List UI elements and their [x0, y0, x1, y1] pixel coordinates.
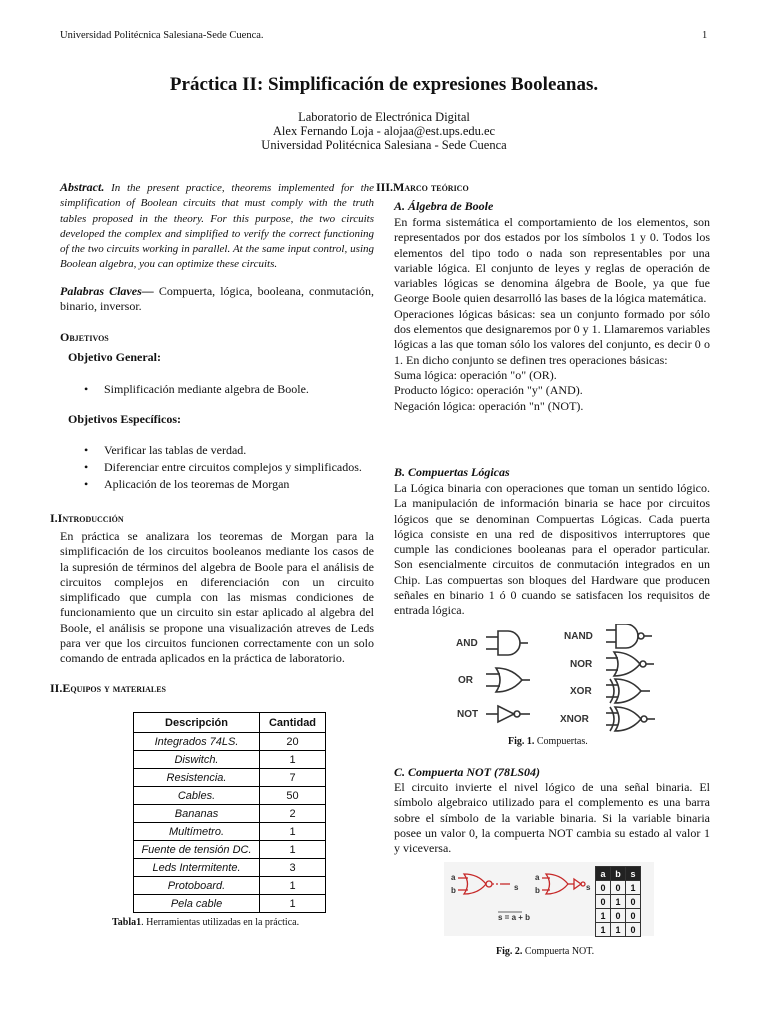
table-row [134, 751, 326, 769]
abstract-text: In the present practice, theorems implemented for the simplification of Boolean circuits that must comply with the truth tables proposed in the theory. For this purpose, the two circuits developed the complex and simplified to verify the correct functioning of the two circuits working in parallel. At the same input control, using Boolean algebra, you can optimize these circuits. [60, 182, 375, 271]
section-a-paragraph: En forma sistemática el comportamiento de los elementos, son representados por dos estados por los símbolos 1 y 0. Todos los elementos del tipo todo o nada son representables por una variable lógica. El conjunto de leyes y reglas de operación de variables lógicas se denomina álgebra de Boole, ya que fue George Boole quien desarrolló las bases de la lógica matemática. [394, 215, 710, 306]
table-cell: Protoboard. [134, 877, 260, 895]
table-cell: 1 [611, 923, 626, 937]
table-row [134, 895, 326, 913]
abstract [60, 180, 374, 273]
table-row [596, 923, 641, 937]
table-cell: 0 [596, 895, 611, 909]
table-row [596, 895, 641, 909]
section-a-text [394, 215, 710, 414]
fig2-caption-label: Fig. 2. [496, 946, 523, 957]
section-b-text: La Lógica binaria con operaciones que toman un sentido lógico. La manipulación de información binaria se hace por circuitos lógicos que se denominan Compuertas Lógicas. Cada puerta lógica consiste en una red de dispositivos interruptores que cumple las condiciones booleanas para el operador particular. Son esencialmente circuitos de conmutación integrados en un Chip. Las compuertas son bloques del Hardware que producen señales en binario 1 ó 0 cuando se satisfacen los requisitos de entrada lógica. [394, 481, 710, 618]
objetivo-general-list [78, 381, 374, 398]
not-gate-icon [486, 706, 530, 722]
output-s-label-2: s [586, 883, 591, 892]
table-row [596, 881, 641, 895]
table-cell: 0 [626, 909, 641, 923]
output-s-label: s [514, 883, 519, 892]
marco-heading-number: III. [376, 180, 394, 194]
table-cell: Fuente de tensión DC. [134, 841, 260, 859]
and-gate-icon [486, 631, 528, 655]
intro-heading-text: Introducción [57, 511, 124, 525]
list-item: • Verificar las tablas de verdad. [78, 442, 378, 459]
gate-label-and: AND [456, 638, 478, 649]
gate-label-xor: XOR [570, 686, 592, 697]
input-a-label-2: a [535, 873, 540, 882]
author-affiliation: Universidad Politécnica Salesiana - Sede Cuenca [261, 138, 507, 152]
table-cell: Diswitch. [134, 751, 260, 769]
list-item: • Aplicación de los teoremas de Morgan [78, 476, 378, 493]
fig1-caption-text: Compuertas. [534, 736, 588, 747]
table-cell: 0 [626, 895, 641, 909]
table-cell: Multímetro. [134, 823, 260, 841]
intro-text: En práctica se analizara los teoremas de Morgan para la simplificación de los circuitos booleanos mediante los casos de la supresión de términos del algebra de Boole para el análisis de circuitos complejos en diferenciación con un circuito simplificado que cumpla con las mismas condiciones de funcionamiento que un circuito sin estar aplicado al algebra del Boole, el análisis se propone una visualización atreves de Leds para ver que los circuitos funcionen correctamente con un solo comando de entrada aplicados en la práctica de laboratorio. [60, 529, 374, 666]
table-cell: 1 [260, 877, 326, 895]
objetivos-especificos-list [78, 442, 378, 493]
table-row [134, 805, 326, 823]
gate-label-nand: NAND [564, 631, 593, 642]
marco-heading [376, 180, 469, 195]
nor-gate-icon [606, 652, 654, 676]
or-gate-icon [486, 668, 530, 692]
page-number: 1 [702, 30, 708, 41]
or-not-gate-icon [542, 874, 585, 894]
table-cell: 1 [596, 923, 611, 937]
table-row [134, 841, 326, 859]
table-row [134, 769, 326, 787]
table-cell: Pela cable [134, 895, 260, 913]
abstract-label: Abstract. [60, 180, 105, 194]
table-cell: 1 [260, 895, 326, 913]
table-cell: 3 [260, 859, 326, 877]
table-row [134, 733, 326, 751]
section-c-heading: C. Compuerta NOT (78LS04) [394, 765, 541, 779]
section-c-text: El circuito invierte el nivel lógico de una señal binaria. El símbolo algebraico utilizado para el complemento es una barra sobre el símbolo de la variable binaria. Si la variable binaria posee un valor 0, la compuerta NOT cambia su estado al valor 1 y viceversa. [394, 780, 710, 856]
table-cell: 1 [260, 841, 326, 859]
gate-label-or: OR [458, 675, 473, 686]
logic-gates-figure [450, 624, 670, 736]
table-cell: 1 [260, 823, 326, 841]
table-header: b [611, 867, 626, 881]
table-cell: 50 [260, 787, 326, 805]
gate-label-not: NOT [457, 709, 479, 720]
input-b-label-2: b [535, 886, 540, 895]
table-cell: 20 [260, 733, 326, 751]
table-cell: 1 [260, 751, 326, 769]
objetivos-heading: Objetivos [60, 330, 109, 344]
intro-heading-number: I. [50, 511, 58, 525]
objetivo-general-heading: Objetivo General: [68, 350, 161, 364]
author-lab: Laboratorio de Electrónica Digital [298, 110, 470, 124]
fig2-caption-text: Compuerta NOT. [522, 946, 595, 957]
equipos-heading-text: Equipos y materiales [62, 681, 166, 695]
nand-gate-icon [606, 624, 652, 648]
keywords-text: Compuerta, lógica, booleana, conmutación, binario, inversor. [60, 284, 374, 314]
table-header: a [596, 867, 611, 881]
input-b-label: b [451, 886, 456, 895]
xor-gate-icon [606, 679, 650, 703]
section-a-paragraph: Operaciones lógicas básicas: sea un conjunto formado por sólo dos elementos que designaremos por 0 y 1. Llamaremos variables lógicas a las que toman sólo los valores del conjunto, es decir 0 o 1. En dicho conjunto se definen tres operaciones básicas: [394, 306, 710, 367]
nor-circuit-figure [446, 866, 596, 928]
list-item: • Diferenciar entre circuitos complejos y simplificados. [78, 459, 378, 476]
fig1-caption-label: Fig. 1. [508, 736, 535, 747]
paper-title: Práctica II: Simplificación de expresiones Booleanas. [169, 74, 599, 95]
table-caption [112, 917, 299, 928]
boolean-expression: s = a + b [498, 913, 531, 922]
fig1-caption [508, 736, 588, 747]
fig2-caption [496, 946, 594, 957]
equipos-heading-number: II. [50, 681, 63, 695]
author-name: Alex Fernando Loja - alojaa@est.ups.edu.ec [272, 124, 496, 138]
nor-gate-icon [458, 874, 510, 894]
gate-label-nor: NOR [570, 659, 593, 670]
table-cell: 1 [596, 909, 611, 923]
table-header: s [626, 867, 641, 881]
table-cell: 1 [626, 881, 641, 895]
table-row [596, 867, 641, 881]
operation-or: Suma lógica: operación "o" (OR). [394, 367, 557, 382]
truth-table [595, 866, 641, 937]
list-item: • Simplificación mediante algebra de Boole. [78, 381, 374, 398]
table-cell: 7 [260, 769, 326, 787]
input-a-label: a [451, 873, 456, 882]
equipment-table [133, 712, 326, 913]
keywords-label: Palabras Claves— [60, 284, 154, 298]
table-cell: 2 [260, 805, 326, 823]
running-header: Universidad Politécnica Salesiana-Sede Cuenca. [60, 30, 264, 41]
gate-label-xnor: XNOR [560, 714, 589, 725]
table-cell: Integrados 74LS. [134, 733, 260, 751]
table-cell: Resistencia. [134, 769, 260, 787]
section-a-heading: A. Álgebra de Boole [394, 199, 494, 213]
table-cell: 0 [611, 909, 626, 923]
section-b-heading: B. Compuertas Lógicas [394, 465, 510, 479]
table-row [596, 909, 641, 923]
operation-and: Producto lógico: operación "y" (AND). [394, 383, 583, 398]
table-cell: 1 [611, 895, 626, 909]
equipos-heading [50, 681, 166, 696]
table-header: Descripción [134, 713, 260, 733]
table-cell: 0 [626, 923, 641, 937]
marco-heading-text: Marco teórico [393, 180, 469, 194]
table-cell: Leds Intermitente. [134, 859, 260, 877]
table-header: Cantidad [260, 713, 326, 733]
table-cell: Bananas [134, 805, 260, 823]
table-caption-text: . Herramientas utilizadas en la práctica. [141, 917, 300, 928]
table-cell: 0 [611, 881, 626, 895]
table-caption-label: Tabla1 [112, 917, 142, 928]
table-row [134, 787, 326, 805]
table-row [134, 859, 326, 877]
intro-heading [50, 511, 124, 526]
table-cell: Cables. [134, 787, 260, 805]
operation-not: Negación lógica: operación "n" (NOT). [394, 398, 584, 413]
table-cell: 0 [596, 881, 611, 895]
table-row [134, 877, 326, 895]
keywords [60, 284, 374, 315]
table-row [134, 823, 326, 841]
objetivos-especificos-heading: Objetivos Específicos: [68, 412, 181, 426]
xnor-gate-icon [606, 707, 655, 731]
